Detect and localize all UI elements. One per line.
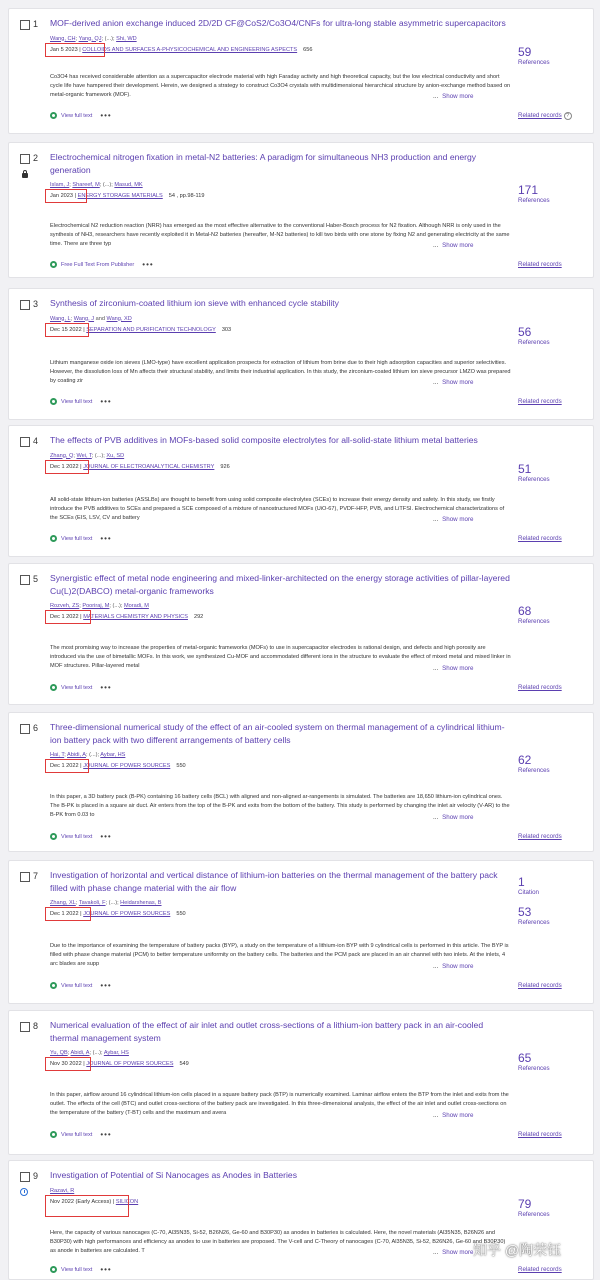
references-count[interactable]: 68: [518, 604, 532, 618]
author-separator: ;: [120, 603, 124, 609]
author-link[interactable]: Islam, J: [50, 182, 70, 188]
author-separator: ;: [67, 1050, 71, 1056]
authors-expand: (...): [112, 603, 121, 609]
date-highlight-box: [45, 460, 89, 474]
author-link[interactable]: Aybar, HS: [103, 1050, 129, 1056]
ellipsis: ...: [433, 93, 439, 100]
more-options-button[interactable]: •••: [142, 260, 154, 269]
full-text-icon: [50, 982, 57, 989]
show-more-link[interactable]: [433, 665, 473, 672]
citation-count[interactable]: 1: [518, 875, 525, 889]
author-separator: ;: [117, 900, 121, 906]
abstract-text: In this paper, airflow around 16 cylindrical lithium-ion cells placed in a square battery pack (BTP) is numerically examined. Laminar airflow enters the BTP from the inlet and exits from the outlet. The effects of the cell (BTC) and outlet cross-sections of the battery pack are investigated. In this three-dimensional analysis, the effect of the air inlet and outlet cross-sections on the temperature of the battery (T-BT) cells and the maximum and avera: [50, 1092, 509, 1117]
references-label: References: [518, 1211, 550, 1218]
author-link[interactable]: Shareef, M: [72, 182, 100, 188]
show-more-label: Show more: [442, 1112, 474, 1119]
result-number: 6: [33, 723, 39, 733]
related-records-link[interactable]: [518, 1266, 562, 1273]
abstract-text: The most promising way to increase the properties of metal-organic frameworks (MOFs) to use in supercapacitor electrodes is rational design, and defects and high porosity are introduced via the use of bimetallic MOFs. In this work, we synthesized Cu-MOF and accommodated different ions in the structure to evaluate the effect of mixed metal and mixed linker in MOF structures. Pillar-layered metal: [50, 645, 511, 670]
related-records-label: Related records: [518, 982, 562, 989]
full-text-icon: [50, 112, 57, 119]
meta-separator: |: [78, 763, 84, 769]
help-icon[interactable]: ?: [564, 112, 572, 120]
result-number: 3: [33, 299, 39, 309]
author-link[interactable]: Zhang, Q: [50, 452, 74, 459]
author-separator: ;: [75, 900, 79, 906]
date-highlight-box: [45, 1195, 129, 1217]
result-title-link[interactable]: Numerical evaluation of the effect of air inlet and outlet cross-sections of a lithium-ion battery pack in an air-cooled thermal management system: [50, 1020, 484, 1043]
author-separator: ;: [99, 182, 103, 188]
volume-pages: 926: [220, 463, 230, 470]
full-text-link[interactable]: View full text: [61, 112, 93, 119]
meta-separator: |: [111, 1198, 116, 1205]
author-separator: ;: [103, 452, 107, 459]
show-more-link[interactable]: [433, 516, 473, 523]
journal-link[interactable]: SILICON: [115, 1198, 139, 1205]
date-highlight-box: [45, 43, 105, 57]
authors-line: [50, 752, 125, 758]
volume-pages: 54 , pp.98-119: [168, 193, 205, 199]
full-text-icon: [50, 1131, 57, 1138]
select-checkbox[interactable]: [20, 1172, 30, 1182]
author-link[interactable]: Zhang, XL: [50, 900, 76, 906]
author-separator: ;: [70, 315, 74, 322]
ellipsis: ...: [433, 665, 439, 672]
author-link[interactable]: Heidarshenas, B: [120, 900, 162, 906]
result-card: [8, 8, 594, 134]
author-separator: ;: [69, 182, 73, 188]
journal-link[interactable]: COLLOIDS AND SURFACES A-PHYSICOCHEMICAL AND ENGINEERING ASPECTS: [82, 46, 298, 53]
full-text-icon: [50, 833, 57, 840]
volume-pages: 549: [179, 1061, 189, 1067]
meta-separator: |: [78, 463, 84, 470]
author-link[interactable]: Abidi, A: [70, 1050, 90, 1056]
journal-link[interactable]: JOURNAL OF POWER SOURCES: [83, 911, 171, 917]
related-records-link[interactable]: [518, 833, 562, 840]
author-separator: ;: [85, 752, 90, 758]
related-records-label: Related records: [518, 1266, 562, 1273]
author-link[interactable]: Wei, T: [76, 452, 92, 459]
abstract-text: Here, the capacity of various nanocages (C-70, Al35N35, Si-52, B26N26, Ge-60 and B30P30) as anodes in batteries is calculated. Here, the novel materials (Al35N35, B26N26 and B30P30) with high performances and efficiency as anodes to use in batteries are proposed. The V-cell and C-Theory of nanocages (C-70, Al35N35, Si-52, B26N26, Ge-60 and B30P30) as anode in batteries are calculated. T: [50, 1230, 506, 1255]
author-link[interactable]: Yang, QJ: [78, 35, 102, 42]
references-label: References: [518, 919, 550, 926]
references-count[interactable]: 53: [518, 905, 532, 919]
ellipsis: ...: [433, 814, 439, 821]
full-text-row: [50, 832, 112, 841]
full-text-row: [50, 981, 112, 990]
references-count[interactable]: 51: [518, 462, 532, 476]
show-more-link[interactable]: [433, 93, 473, 100]
publication-date: Dec 1 2022: [50, 763, 79, 769]
result-number: 4: [33, 436, 39, 446]
journal-link[interactable]: JOURNAL OF POWER SOURCES: [83, 763, 171, 769]
show-more-label: Show more: [442, 963, 474, 970]
result-number: 9: [33, 1171, 39, 1181]
full-text-link[interactable]: Free Full Text From Publisher: [61, 261, 135, 268]
date-highlight-box: [45, 323, 89, 337]
ellipsis: ...: [433, 1112, 439, 1119]
related-records-label: Related records: [518, 1131, 562, 1138]
full-text-icon: [50, 684, 57, 691]
references-label: References: [518, 197, 550, 204]
show-more-link[interactable]: [433, 814, 473, 821]
publication-date: Nov 30 2022: [50, 1061, 82, 1067]
authors-expand: (...): [102, 182, 112, 188]
full-text-row: [50, 683, 112, 692]
result-title-link[interactable]: Investigation of Potential of Si Nanocages as Anodes in Batteries: [50, 1170, 297, 1180]
ellipsis: ...: [433, 516, 439, 523]
authors-line: [50, 1188, 74, 1194]
author-separator: ;: [113, 35, 117, 42]
authors-line: [50, 316, 132, 322]
result-card: [8, 425, 594, 557]
references-label: References: [518, 767, 550, 774]
related-records-label: Related records: [518, 684, 562, 691]
author-link[interactable]: Wang, CH: [50, 35, 76, 42]
full-text-link[interactable]: View full text: [61, 1266, 93, 1273]
references-label: References: [518, 476, 550, 483]
result-title-link[interactable]: Three-dimensional numerical study of the effect of an air-cooled system on thermal management of a cylindrical lithium-ion battery pack with two different arrangements of battery cells: [50, 722, 505, 745]
author-link[interactable]: Wang, L: [50, 315, 71, 322]
journal-link[interactable]: MATERIALS CHEMISTRY AND PHYSICS: [83, 614, 188, 620]
meta-separator: |: [73, 193, 78, 199]
result-card: [8, 1160, 594, 1280]
result-card: [8, 288, 594, 420]
authors-line: [50, 900, 162, 906]
volume-pages: 292: [193, 614, 204, 620]
date-highlight-box: [45, 759, 89, 773]
meta-separator: |: [81, 326, 87, 333]
result-number: 5: [33, 574, 39, 584]
related-records-label: Related records: [518, 535, 562, 542]
select-checkbox[interactable]: [20, 300, 30, 310]
related-records-link[interactable]: [518, 982, 562, 989]
journal-link[interactable]: ENERGY STORAGE MATERIALS: [77, 193, 163, 199]
related-records-link[interactable]: [518, 684, 562, 691]
references-label: References: [518, 59, 550, 66]
author-separator: ;: [64, 752, 68, 758]
authors-line: [50, 182, 143, 188]
author-separator: ;: [89, 1050, 93, 1056]
full-text-link[interactable]: View full text: [61, 535, 93, 542]
meta-separator: |: [77, 46, 83, 53]
show-more-label: Show more: [442, 379, 474, 386]
abstract-text: In this paper, a 3D battery pack (B-PK) containing 16 battery cells (BCL) with aligned and non-aligned ar-rangements is simulated. The batteries are 18,650 lithium-ion cylindrical ones. The B-PK is placed in a square air duct. Air enters from the top of the B-PK and exits from the bottom of the battery. This study is performed by changing the inlet air velocity (V-AR) to the B-PK from 0.03 to: [50, 794, 510, 819]
related-records-label: Related records: [518, 398, 562, 405]
publication-date: Dec 1 2022: [50, 614, 79, 620]
lock-icon: [22, 173, 28, 178]
result-card: [8, 1010, 594, 1155]
more-options-button[interactable]: •••: [100, 1265, 112, 1274]
result-title-link[interactable]: Synergistic effect of metal node engineering and mixed-linker-architected on the energy storage activities of pillar-layered Cu(L)2(DABCO) metal-organic frameworks: [50, 573, 510, 596]
author-separator: and: [94, 315, 107, 322]
ellipsis: ...: [433, 379, 439, 386]
result-card: [8, 142, 594, 278]
volume-pages: 656: [303, 46, 313, 53]
references-count[interactable]: 59: [518, 45, 532, 59]
publication-date: Dec 15 2022: [50, 326, 82, 333]
early-access-clock-icon: [20, 1188, 28, 1196]
result-title-link[interactable]: Electrochemical nitrogen fixation in metal-N2 batteries: A paradigm for simultaneous NH3 production and energy generation: [50, 152, 477, 175]
related-records-link[interactable]: [518, 112, 572, 120]
full-text-row: [50, 397, 112, 406]
select-checkbox[interactable]: [20, 154, 30, 164]
author-separator: ;: [91, 452, 95, 459]
result-number: 2: [33, 153, 39, 163]
related-records-link[interactable]: [518, 261, 562, 268]
more-options-button[interactable]: •••: [100, 534, 112, 543]
author-separator: ;: [105, 900, 109, 906]
authors-expand: (...): [92, 1050, 102, 1056]
related-records-link[interactable]: [518, 1131, 562, 1138]
author-separator: ;: [101, 1050, 104, 1056]
references-count[interactable]: 79: [518, 1197, 532, 1211]
ellipsis: ...: [433, 242, 439, 249]
result-title-link[interactable]: The effects of PVB additives in MOFs-based solid composite electrolytes for all-solid-state lithium metal batteries: [50, 435, 478, 445]
select-checkbox[interactable]: [20, 575, 30, 585]
more-options-button[interactable]: •••: [100, 1130, 112, 1139]
author-link[interactable]: Abidi, A: [67, 752, 86, 758]
publication-date: Nov 2022 (Early Access): [50, 1198, 112, 1205]
result-title-link[interactable]: Investigation of horizontal and vertical distance of lithium-ion batteries on the thermal management of the battery pack filled with phase change material with the air flow: [50, 870, 498, 893]
author-link[interactable]: Xu, SD: [106, 452, 125, 459]
journal-link[interactable]: SEPARATION AND PURIFICATION TECHNOLOGY: [86, 326, 216, 333]
author-separator: ;: [75, 35, 79, 42]
author-separator: ;: [73, 452, 77, 459]
abstract-text: Co3O4 has received considerable attention as a supercapacitor electrode material with high Faraday activity and high theoretical capacity, but the low electrical conductivity and short cycle life have hampered their development. Herein, we designed a strategy to construct Co3O4 crystals with multidimensional hierarchical structure by anion-exchange method based on metal-organic framework (MOF).: [50, 74, 511, 99]
show-more-label: Show more: [442, 242, 474, 249]
ellipsis: ...: [433, 1249, 439, 1256]
date-highlight-box: [45, 907, 91, 921]
abstract-text: Lithium manganese oxide ion sieves (LMO-type) have excellent application prospects for extraction of lithium from brine due to their high adsorption capacities and superior selectivities. However, the dissolution loss of Mn affects their structural stability, and limits their industrial application. In this study, the zirconium-coated lithium ion sieve precursor LMZO was prepared by coating zir: [50, 360, 511, 385]
authors-line: [50, 1050, 129, 1056]
show-more-label: Show more: [442, 665, 474, 672]
citation-label: Citation: [518, 889, 539, 896]
authors-expand: (...): [89, 752, 98, 758]
related-records-label: Related records: [518, 112, 562, 119]
more-options-button[interactable]: •••: [100, 397, 112, 406]
result-title-link[interactable]: MOF-derived anion exchange induced 2D/2D CF@CoS2/Co3O4/CNFs for ultra-long stable asymmetric supercapacitors: [50, 18, 506, 28]
show-more-link[interactable]: [433, 1249, 473, 1256]
date-highlight-box: [45, 610, 91, 624]
journal-link[interactable]: JOURNAL OF ELECTROANALYTICAL CHEMISTRY: [83, 463, 215, 470]
ellipsis: ...: [433, 963, 439, 970]
authors-line: [50, 36, 137, 42]
related-records-label: Related records: [518, 833, 562, 840]
result-number: 8: [33, 1021, 39, 1031]
references-count[interactable]: 171: [518, 183, 539, 197]
references-count[interactable]: 56: [518, 325, 532, 339]
author-separator: ;: [111, 182, 115, 188]
date-highlight-box: [45, 1057, 91, 1071]
show-more-link[interactable]: [433, 242, 473, 249]
author-separator: ;: [97, 752, 101, 758]
result-card: [8, 712, 594, 852]
author-link[interactable]: Hai, T: [50, 752, 65, 758]
author-separator: ;: [109, 603, 113, 609]
author-link[interactable]: Moradi, M: [124, 603, 149, 609]
volume-pages: 550: [176, 911, 186, 917]
show-more-link[interactable]: [433, 379, 473, 386]
full-text-link[interactable]: View full text: [61, 398, 93, 405]
meta-separator: |: [78, 614, 84, 620]
references-count[interactable]: 62: [518, 753, 532, 767]
references-label: References: [518, 339, 550, 346]
author-link[interactable]: Pooriraj, M: [82, 603, 110, 609]
author-link[interactable]: Shi, WD: [116, 35, 137, 42]
author-link[interactable]: Wang, J: [73, 315, 95, 322]
more-options-button[interactable]: •••: [100, 683, 112, 692]
result-number: 7: [33, 871, 39, 881]
volume-pages: 550: [176, 763, 186, 769]
publication-date: Dec 1 2022: [50, 463, 79, 470]
more-options-button[interactable]: •••: [100, 111, 112, 120]
show-more-link[interactable]: [433, 963, 473, 970]
author-link[interactable]: Rozveh, ZS: [50, 603, 80, 609]
full-text-row: [50, 111, 112, 120]
full-text-row: [50, 534, 112, 543]
result-card: [8, 860, 594, 1004]
references-count[interactable]: 65: [518, 1051, 532, 1065]
full-text-icon: [50, 398, 57, 405]
select-checkbox[interactable]: [20, 872, 30, 882]
result-title-link[interactable]: Synthesis of zirconium-coated lithium ion sieve with enhanced cycle stability: [50, 298, 339, 308]
authors-line: [50, 453, 124, 459]
author-separator: ;: [79, 603, 83, 609]
author-link[interactable]: Razavi, R: [50, 1187, 75, 1194]
author-link[interactable]: Wang, XD: [106, 315, 132, 322]
show-more-label: Show more: [442, 516, 474, 523]
more-options-button[interactable]: •••: [100, 981, 112, 990]
references-label: References: [518, 618, 550, 625]
select-checkbox[interactable]: [20, 20, 30, 30]
authors-expand: (...): [104, 35, 114, 42]
result-number: 1: [33, 19, 39, 29]
full-text-icon: [50, 261, 57, 268]
abstract-text: Due to the importance of examining the temperature of battery packs (BYP), a study on the temperature of a lithium-ion BYP with 9 cylindrical cells is performed in this article. The BYP is filled with phase change material (PCM) to better temperature uniformity on the battery cells. The batteries and the PCM pack are placed in an air channel with two inlets. At the inlets, 4 arc blades are supp: [50, 943, 509, 968]
full-text-icon: [50, 535, 57, 542]
show-more-label: Show more: [442, 814, 474, 821]
show-more-label: Show more: [442, 1249, 474, 1256]
full-text-link[interactable]: View full text: [61, 1131, 93, 1138]
publication-date: Jan 5 2023: [50, 46, 78, 53]
authors-line: [50, 603, 149, 609]
journal-link[interactable]: JOURNAL OF POWER SOURCES: [86, 1061, 174, 1067]
related-records-label: Related records: [518, 261, 562, 268]
full-text-link[interactable]: View full text: [61, 982, 93, 989]
full-text-icon: [50, 1266, 57, 1273]
full-text-row: [50, 1130, 112, 1139]
show-more-label: Show more: [442, 93, 474, 100]
select-checkbox[interactable]: [20, 724, 30, 734]
author-link[interactable]: Masud, MK: [114, 182, 143, 188]
date-highlight-box: [45, 189, 87, 203]
more-options-button[interactable]: •••: [100, 832, 112, 841]
meta-separator: |: [78, 911, 84, 917]
author-link[interactable]: Yu, QB: [50, 1050, 68, 1056]
abstract-text: Electrochemical N2 reduction reaction (NRR) has emerged as the most effective alternative to the conventional Haber-Bosch process for N2 fixation. Although NRR is only used in the synthesis of NH3, researchers have recently exploited it in Metal-N2 batteries (hereafter, M-N2 batteries) to kill two birds with one stone by fixing N2 and generating electricity at the same time. There are three typ: [50, 223, 510, 248]
publication-date: Dec 1 2022: [50, 911, 79, 917]
author-link[interactable]: Tavakoli, F: [78, 900, 106, 906]
abstract-text: All solid-state lithium-ion batteries (ASSLBs) are thought to benefit from using solid composite electrolytes (SCEs) to increase their energy density and safety. In this study, we firstly introduce the PVB additives to SCEs and prepared a SCE composed of a mixture of nanostructured MOFs (UiO-67), PVDF-HFP, PVB, and LiTFSI. Electrochemical characterizations of the SCEs (EIS, LSV, CV and battery: [50, 497, 505, 522]
show-more-link[interactable]: [433, 1112, 473, 1119]
full-text-link[interactable]: View full text: [61, 833, 93, 840]
authors-expand: (...): [108, 900, 118, 906]
result-card: [8, 563, 594, 705]
related-records-link[interactable]: [518, 535, 562, 542]
publication-date: Jan 2023: [50, 193, 74, 199]
related-records-link[interactable]: [518, 398, 562, 405]
watermark: 知乎 @陶荣钰: [473, 1242, 562, 1258]
select-checkbox[interactable]: [20, 437, 30, 447]
meta-separator: |: [81, 1061, 87, 1067]
author-link[interactable]: Aybar, HS: [100, 752, 126, 758]
volume-pages: 303: [221, 326, 232, 333]
full-text-link[interactable]: View full text: [61, 684, 93, 691]
select-checkbox[interactable]: [20, 1022, 30, 1032]
author-separator: ;: [101, 35, 105, 42]
full-text-row: [50, 260, 154, 269]
references-label: References: [518, 1065, 550, 1072]
authors-expand: (...): [94, 452, 104, 459]
